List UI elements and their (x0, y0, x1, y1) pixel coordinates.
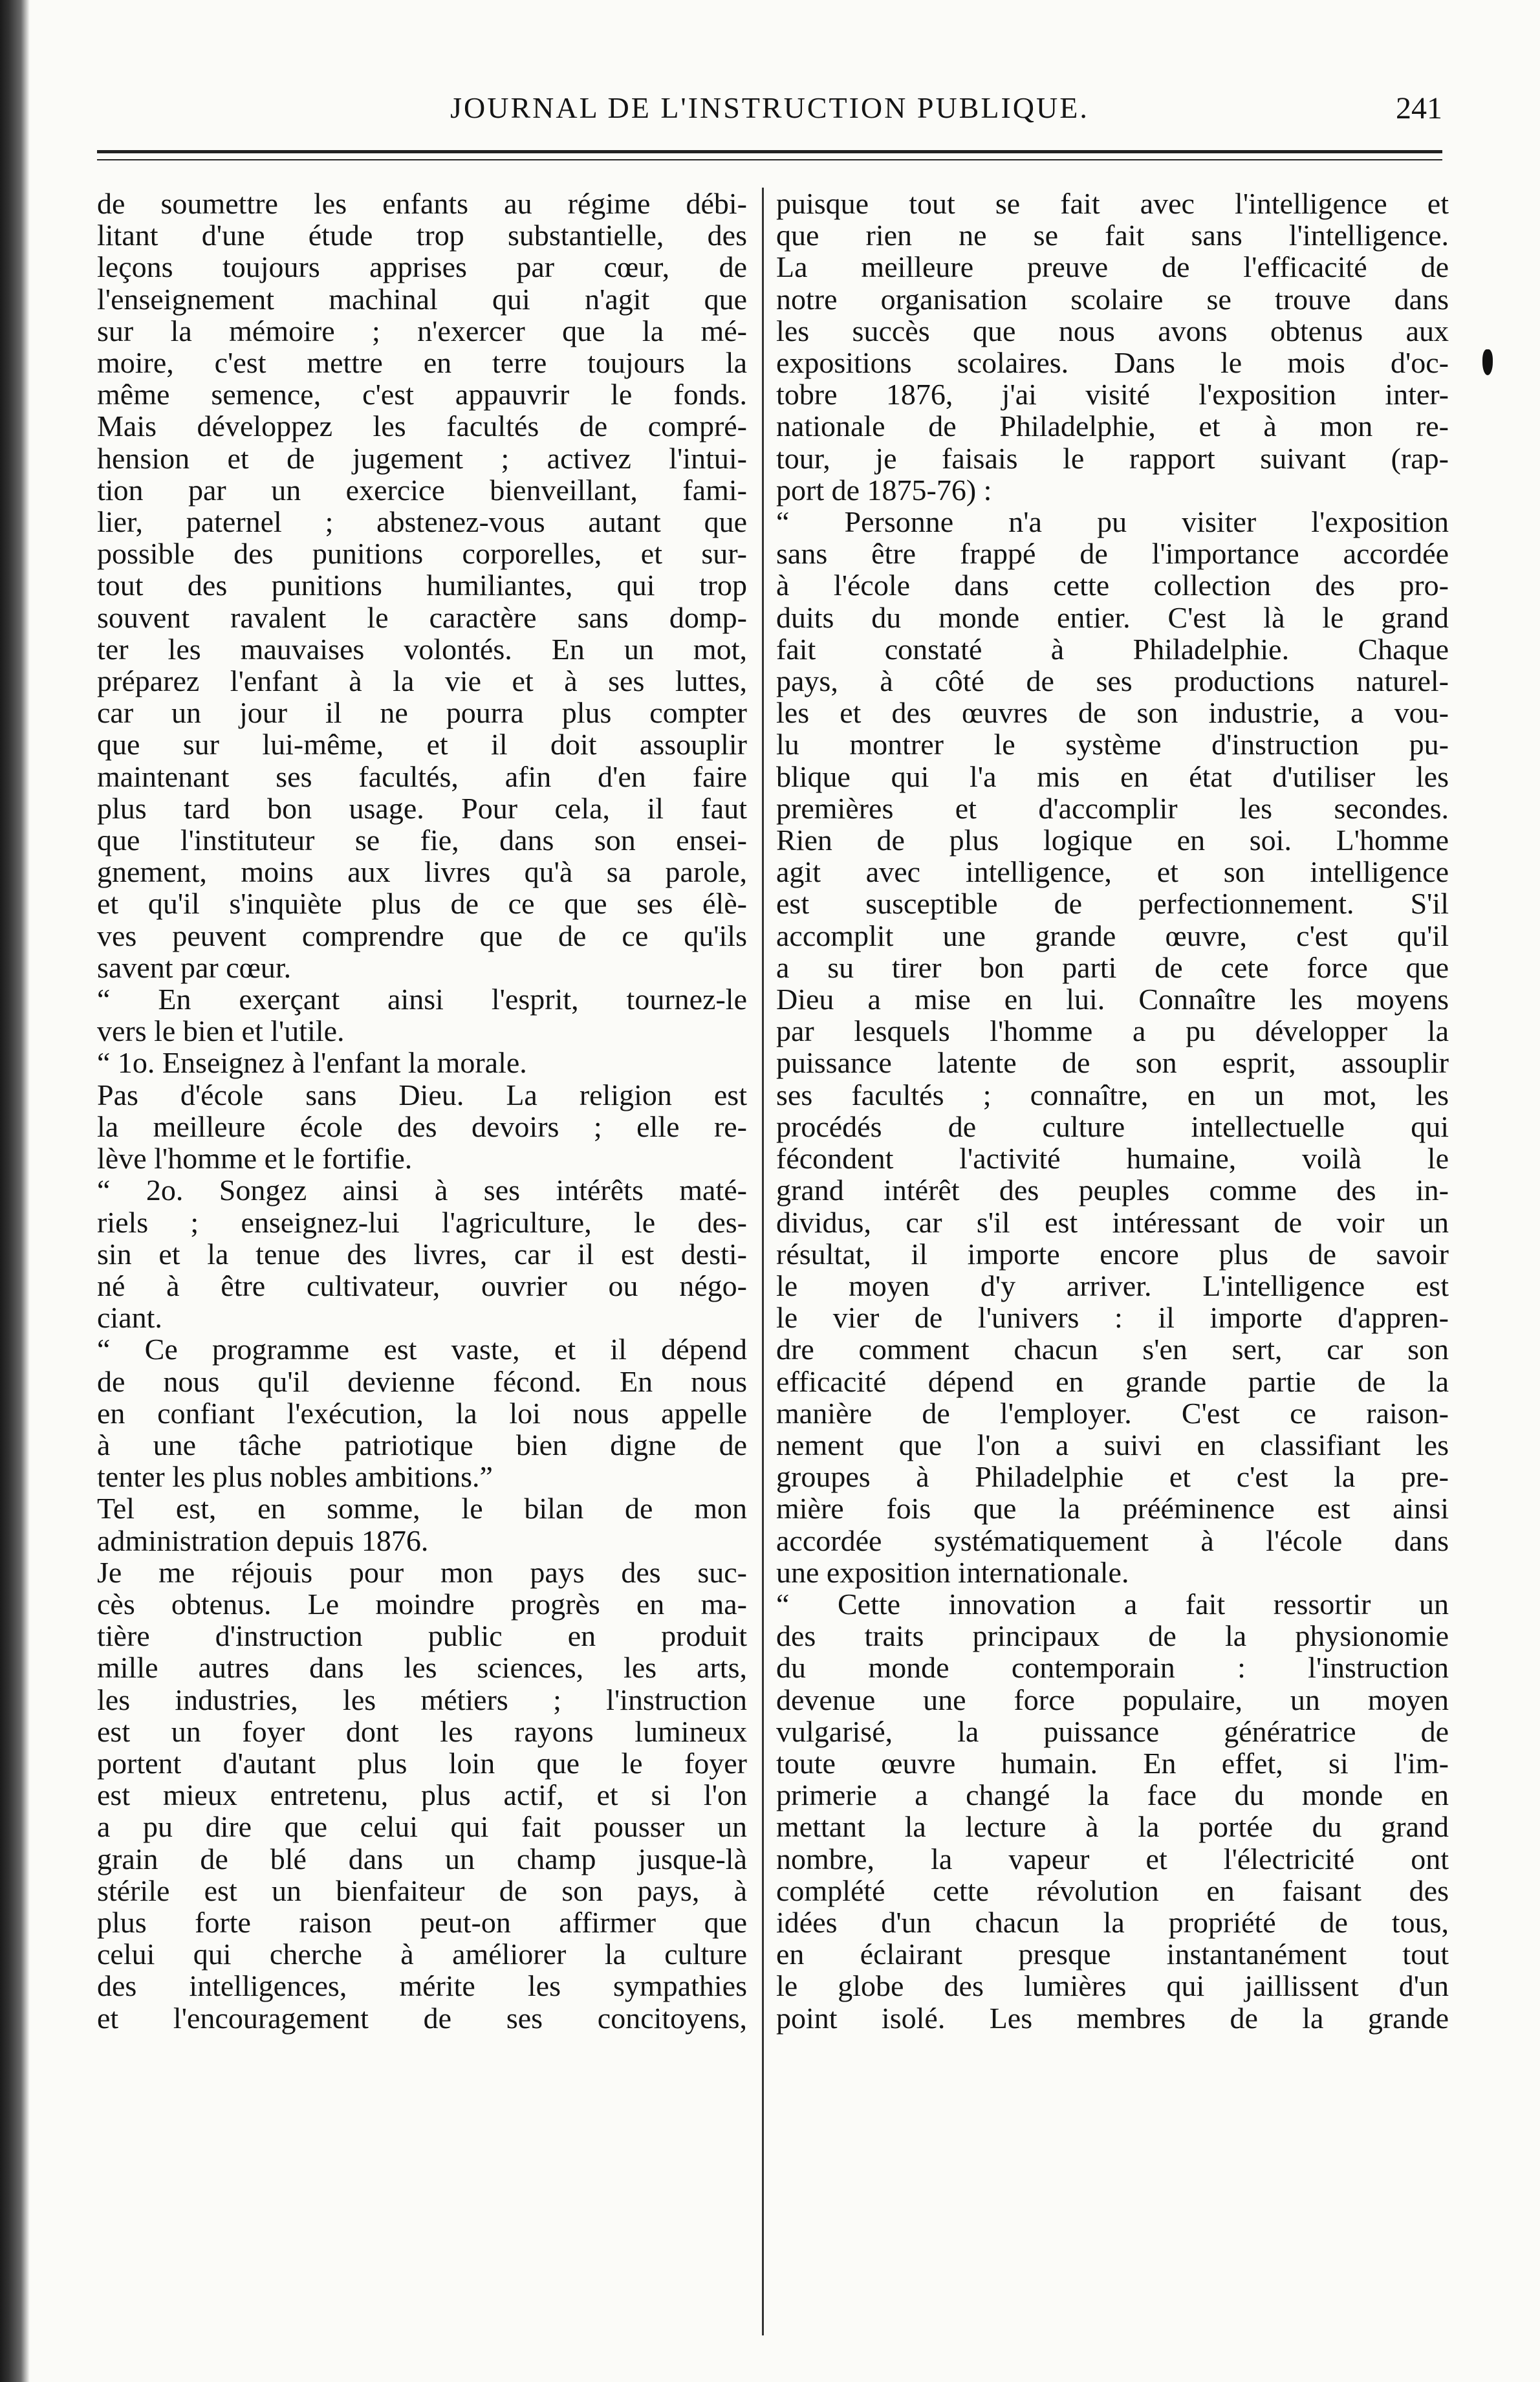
text-line: “ Ce programme est vaste, et il dépend (97, 1333, 747, 1366)
text-line: hension et de jugement ; activez l'intui- (97, 441, 747, 475)
text-line: Dieu a mise en lui. Connaître les moyens (776, 983, 1449, 1016)
text-line: efficacité dépend en grande partie de la (776, 1364, 1449, 1398)
text-line: complété cette révolution en faisant des (776, 1874, 1449, 1907)
text-line: moire, c'est mettre en terre toujours la (97, 346, 747, 380)
text-line: riels ; enseignez-lui l'agriculture, le des- (97, 1205, 747, 1239)
text-line: vers le bien et l'utile. (97, 1014, 345, 1048)
text-line: les et des œuvres de son industrie, a vou- (776, 696, 1449, 730)
text-line: nement que l'on a suivi en classifiant les (776, 1428, 1449, 1461)
text-line: ses facultés ; connaître, en un mot, les (776, 1078, 1449, 1111)
text-line: tour, je faisais le rapport suivant (rap- (776, 441, 1449, 475)
column-divider (762, 188, 764, 2335)
right-text-column (776, 188, 1449, 2355)
text-line: maintenant ses facultés, afin d'en faire (97, 759, 747, 793)
text-line: car un jour il ne pourra plus compter (97, 696, 747, 730)
text-line: fait constaté à Philadelphie. Chaque (776, 632, 1449, 666)
text-line: les industries, les métiers ; l'instruction (97, 1683, 747, 1716)
text-line: l'enseignement machinal qui n'agit que (97, 282, 747, 316)
text-line: par lesquels l'homme a pu développer la (776, 1014, 1449, 1048)
text-line: pays, à côté de ses productions naturel- (776, 664, 1449, 698)
text-line: de nous qu'il devienne fécond. En nous (97, 1364, 747, 1398)
left-text-column (97, 188, 747, 2355)
text-line: Pas d'école sans Dieu. La religion est (97, 1078, 747, 1111)
text-line: “ 1o. Enseignez à l'enfant la morale. (97, 1046, 527, 1080)
text-line: puisque tout se fait avec l'intelligence et (776, 188, 1449, 220)
text-line: une exposition internationale. (776, 1555, 1129, 1589)
text-line: à l'école dans cette collection des pro- (776, 569, 1449, 602)
text-line: savent par cœur. (97, 950, 292, 984)
text-line: a su tirer bon parti de cete force que (776, 950, 1449, 984)
text-line: nationale de Philadelphie, et à mon re- (776, 410, 1449, 443)
page-binding-shadow (0, 0, 30, 2382)
text-line: le moyen d'y arriver. L'intelligence est (776, 1269, 1449, 1302)
text-line: administration depuis 1876. (97, 1524, 429, 1557)
text-line: tenter les plus nobles ambitions.” (97, 1460, 493, 1494)
header-rule-thin (97, 159, 1442, 160)
text-line: toute œuvre humain. En effet, si l'im- (776, 1746, 1449, 1780)
text-line: et qu'il s'inquiète plus de ce que ses élè- (97, 887, 747, 921)
text-line: premières et d'accomplir les secondes. (776, 791, 1449, 825)
header-rule-thick (97, 150, 1442, 153)
text-line: duits du monde entier. C'est là le grand (776, 600, 1449, 634)
text-line: “ Personne n'a pu visiter l'exposition (776, 505, 1449, 539)
text-line: primerie a changé la face du monde en (776, 1778, 1449, 1812)
text-line: en confiant l'exécution, la loi nous appelle (97, 1396, 747, 1430)
text-line: Mais développez les facultés de compré- (97, 410, 747, 443)
text-line: plus tard bon usage. Pour cela, il faut (97, 791, 747, 825)
text-line: que rien ne se fait sans l'intelligence. (776, 219, 1449, 252)
text-line: des traits principaux de la physionomie (776, 1619, 1449, 1653)
text-line: des intelligences, mérite les sympathies (97, 1969, 747, 2003)
text-line: ter les mauvaises volontés. En un mot, (97, 632, 747, 666)
text-line: manière de l'employer. C'est ce raison- (776, 1396, 1449, 1430)
text-line: grand intérêt des peuples comme des in- (776, 1174, 1449, 1207)
text-line: lève l'homme et le fortifie. (97, 1142, 413, 1175)
text-line: tout des punitions humiliantes, qui trop (97, 569, 747, 602)
text-line: résultat, il importe encore plus de savoir (776, 1237, 1449, 1271)
text-line: en éclairant presque instantanément tout (776, 1938, 1449, 1971)
text-line: tobre 1876, j'ai visité l'exposition inter- (776, 378, 1449, 411)
text-line: ciant. (97, 1301, 162, 1335)
text-line: le vier de l'univers : il importe d'appren- (776, 1301, 1449, 1335)
running-title: JOURNAL DE L'INSTRUCTION PUBLIQUE. (450, 91, 1089, 124)
text-line: ves peuvent comprendre que de ce qu'ils (97, 919, 747, 952)
text-line: que l'instituteur se fie, dans son ensei- (97, 824, 747, 857)
text-line: stérile est un bienfaiteur de son pays, à (97, 1874, 747, 1907)
text-line: Je me réjouis pour mon pays des suc- (97, 1555, 747, 1589)
text-line: point isolé. Les membres de la grande (776, 2001, 1449, 2035)
text-line: sin et la tenue des livres, car il est desti- (97, 1237, 747, 1271)
text-line: notre organisation scolaire se trouve dans (776, 282, 1449, 316)
text-line: Rien de plus logique en soi. L'homme (776, 824, 1449, 857)
text-line: possible des punitions corporelles, et sur- (97, 537, 747, 571)
text-line: La meilleure preuve de l'efficacité de (776, 250, 1449, 284)
text-line: la meilleure école des devoirs ; elle re- (97, 1109, 747, 1143)
text-line: port de 1875-76) : (776, 473, 992, 507)
text-line: grain de blé dans un champ jusque-là (97, 1842, 747, 1875)
text-line: même semence, c'est appauvrir le fonds. (97, 378, 747, 411)
text-line: accordée systématiquement à l'école dans (776, 1524, 1449, 1557)
text-line: devenue une force populaire, un moyen (776, 1683, 1449, 1716)
text-line: tière d'instruction public en produit (97, 1619, 747, 1653)
text-line: du monde contemporain : l'instruction (776, 1651, 1449, 1685)
text-line: mille autres dans les sciences, les arts, (97, 1651, 747, 1685)
text-line: idées d'un chacun la propriété de tous, (776, 1905, 1449, 1939)
text-line: a pu dire que celui qui fait pousser un (97, 1810, 747, 1844)
text-line: litant d'une étude trop substantielle, des (97, 219, 747, 252)
text-line: nombre, la vapeur et l'électricité ont (776, 1842, 1449, 1875)
text-line: est mieux entretenu, plus actif, et si l'on (97, 1778, 747, 1812)
text-line: de soumettre les enfants au régime débi- (97, 188, 747, 220)
text-line: lier, paternel ; abstenez-vous autant que (97, 505, 747, 539)
text-line: le globe des lumières qui jaillissent d'un (776, 1969, 1449, 2003)
text-line: “ En exerçant ainsi l'esprit, tournez-le (97, 983, 747, 1016)
text-line: cès obtenus. Le moindre progrès en ma- (97, 1587, 747, 1621)
text-line: fécondent l'activité humaine, voilà le (776, 1142, 1449, 1175)
text-line: que sur lui-même, et il doit assouplir (97, 728, 747, 761)
text-line: Tel est, en somme, le bilan de mon (97, 1492, 747, 1525)
text-line: groupes à Philadelphie et c'est la pre- (776, 1460, 1449, 1494)
text-line: “ Cette innovation a fait ressortir un (776, 1587, 1449, 1621)
text-line: celui qui cherche à améliorer la culture (97, 1938, 747, 1971)
text-line: dividus, car s'il est intéressant de voir un (776, 1205, 1449, 1239)
text-line: dre comment chacun s'en sert, car son (776, 1333, 1449, 1366)
text-line: vulgarisé, la puissance génératrice de (776, 1714, 1449, 1748)
text-line: à une tâche patriotique bien digne de (97, 1428, 747, 1461)
text-line: blique qui l'a mis en état d'utiliser les (776, 759, 1449, 793)
page-number: 241 (1396, 91, 1442, 126)
text-line: souvent ravalent le caractère sans domp- (97, 600, 747, 634)
text-line: est un foyer dont les rayons lumineux (97, 1714, 747, 1748)
text-line: portent d'autant plus loin que le foyer (97, 1746, 747, 1780)
text-line: est susceptible de perfectionnement. S'il (776, 887, 1449, 921)
text-line: expositions scolaires. Dans le mois d'oc- (776, 346, 1449, 380)
text-line: “ 2o. Songez ainsi à ses intérêts maté- (97, 1174, 747, 1207)
text-line: accomplit une grande œuvre, c'est qu'il (776, 919, 1449, 952)
text-line: et l'encouragement de ses concitoyens, (97, 2001, 747, 2035)
text-line: gnement, moins aux livres qu'à sa parole, (97, 855, 747, 889)
text-line: puissance latente de son esprit, assouplir (776, 1046, 1449, 1080)
text-line: tion par un exercice bienveillant, fami- (97, 473, 747, 507)
text-line: procédés de culture intellectuelle qui (776, 1109, 1449, 1143)
text-line: sur la mémoire ; n'exercer que la mé- (97, 314, 747, 347)
text-line: leçons toujours apprises par cœur, de (97, 250, 747, 284)
page-header (97, 91, 1442, 142)
text-line: préparez l'enfant à la vie et à ses luttes, (97, 664, 747, 698)
text-line: mière fois que la prééminence est ainsi (776, 1492, 1449, 1525)
margin-ink-mark (1482, 349, 1493, 375)
text-line: mettant la lecture à la portée du grand (776, 1810, 1449, 1844)
text-line: agit avec intelligence, et son intelligence (776, 855, 1449, 889)
text-line: plus forte raison peut-on affirmer que (97, 1905, 747, 1939)
text-line: sans être frappé de l'importance accordée (776, 537, 1449, 571)
text-line: né à être cultivateur, ouvrier ou négo- (97, 1269, 747, 1302)
text-line: les succès que nous avons obtenus aux (776, 314, 1449, 347)
text-line: lu montrer le système d'instruction pu- (776, 728, 1449, 761)
